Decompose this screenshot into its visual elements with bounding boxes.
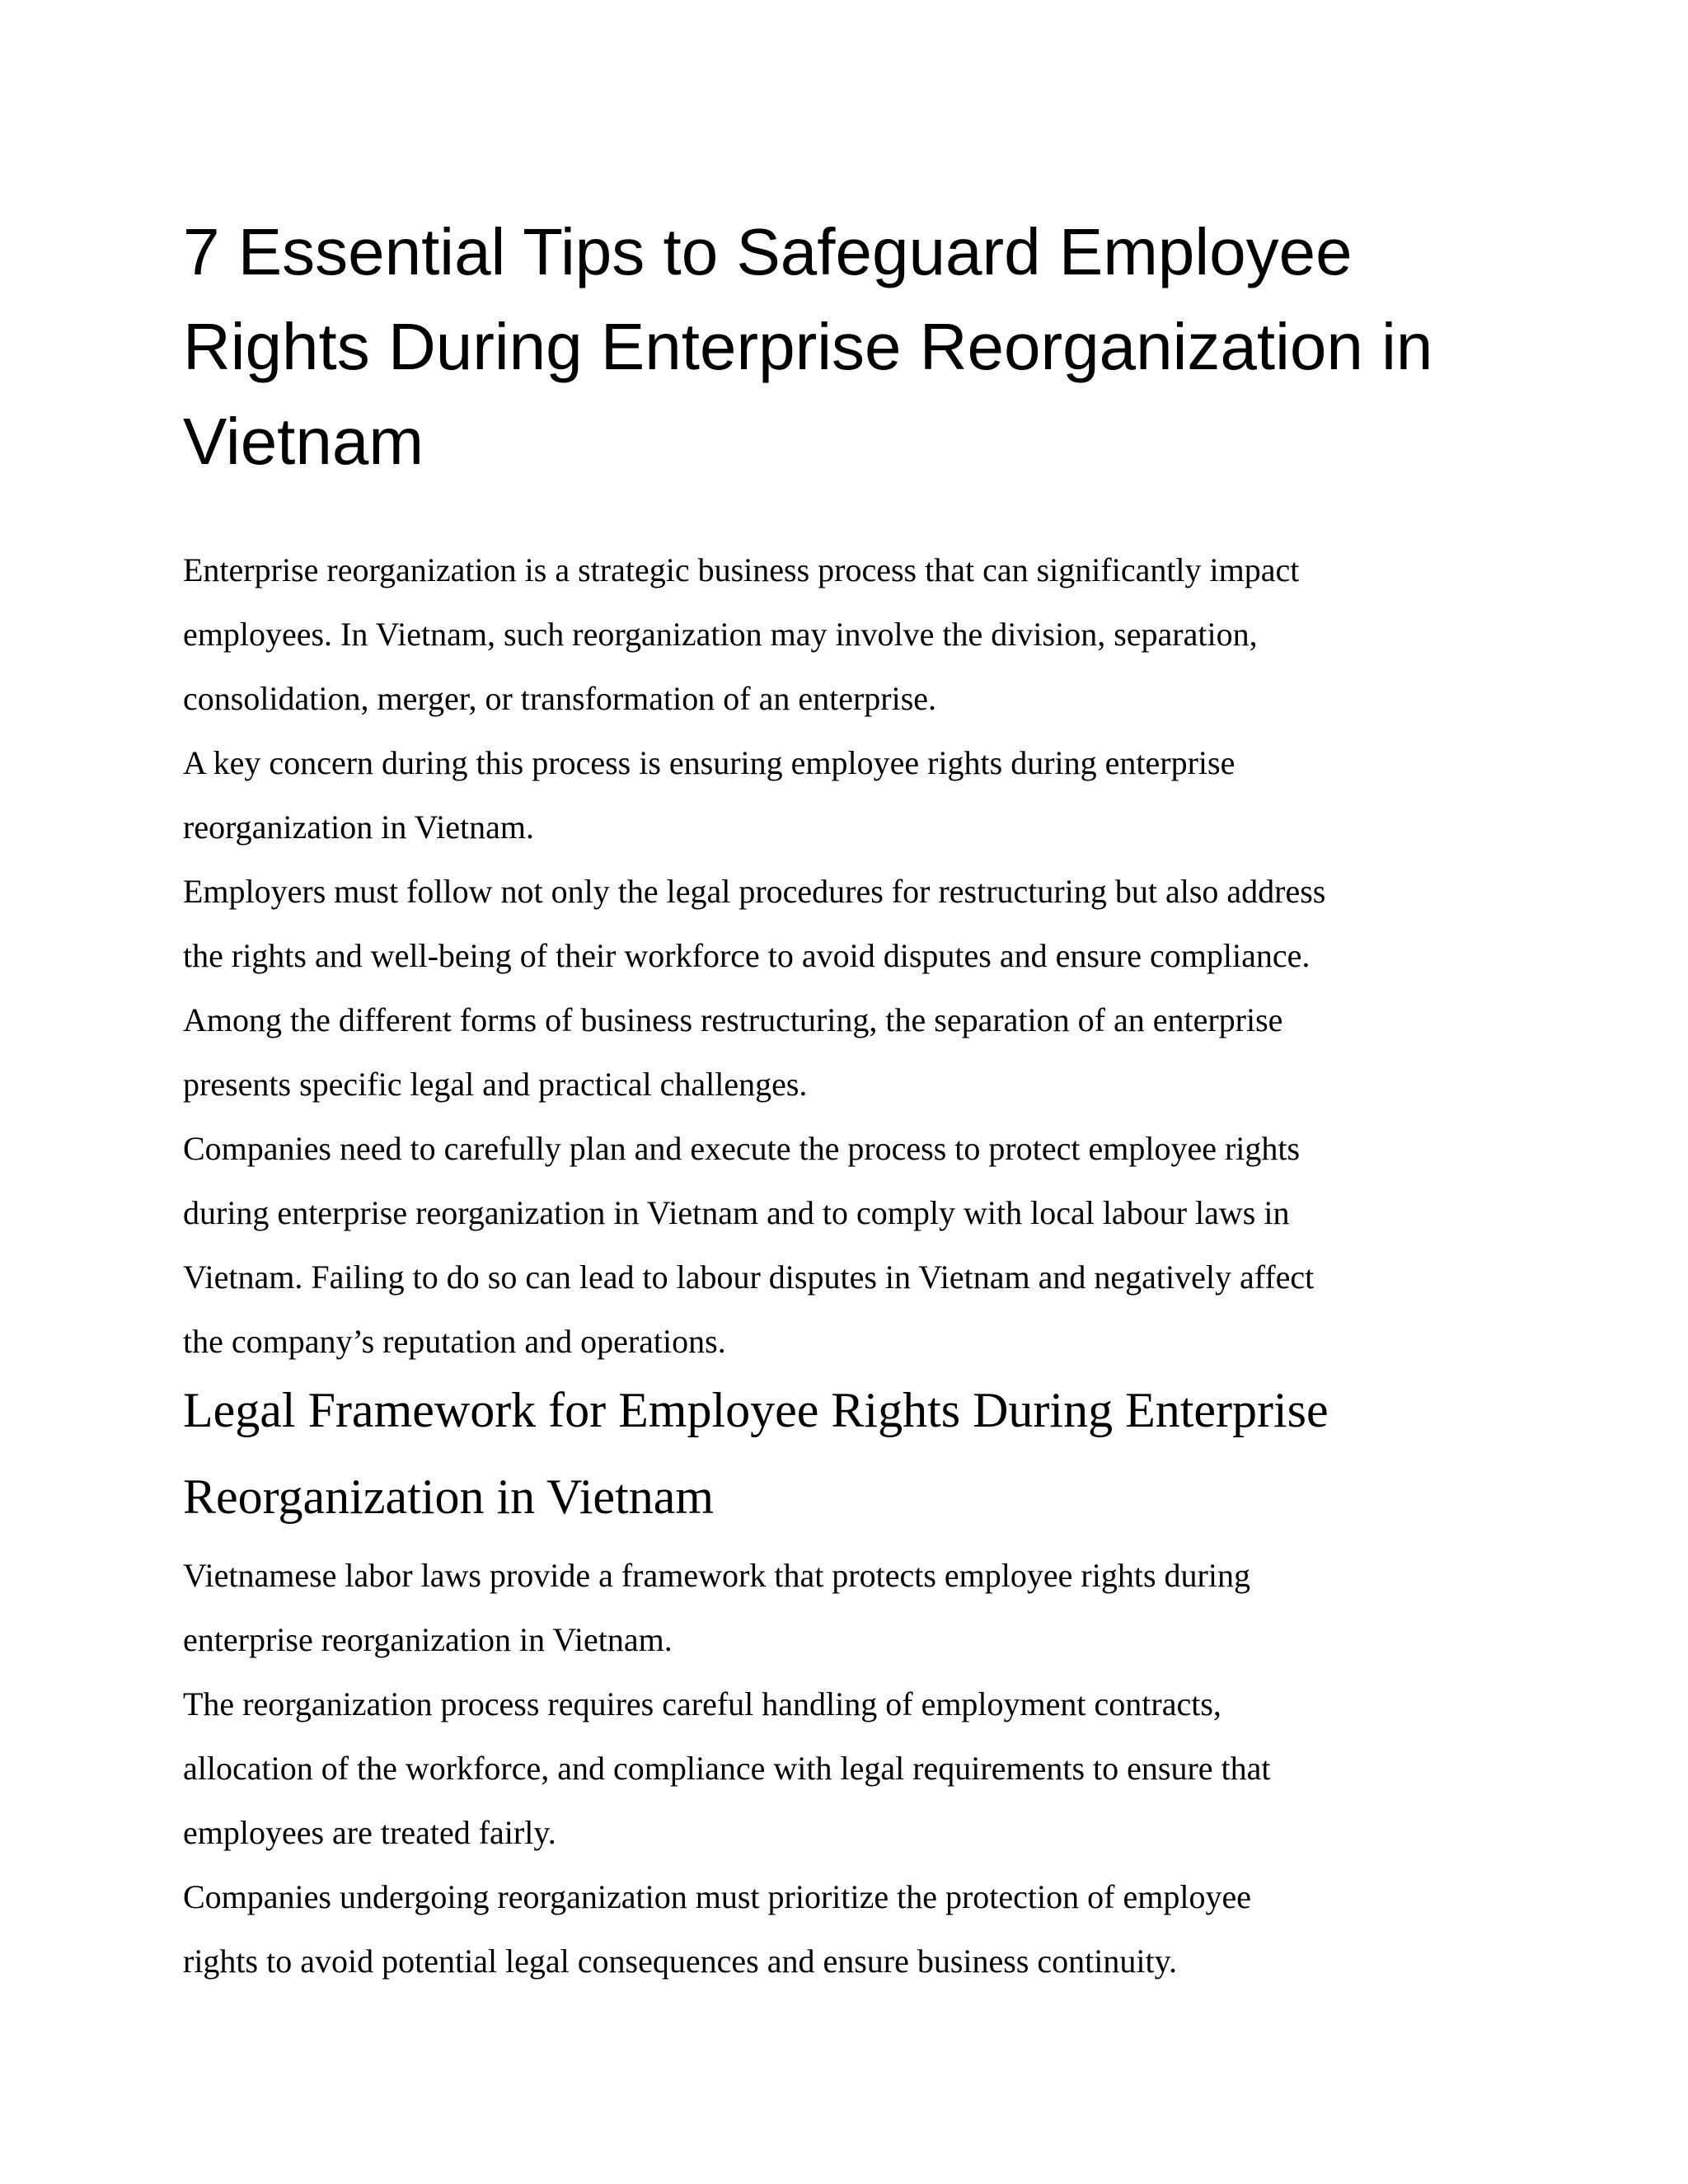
text-line: employees are treated fairly.: [183, 1814, 556, 1851]
text-line: Vietnam. Failing to do so can lead to labour disputes in Vietnam and negatively affect: [183, 1258, 1315, 1296]
text-line: consolidation, merger, or transformation of an enterprise.: [183, 680, 937, 717]
intro-text: [183, 538, 1325, 1374]
heading-line: Legal Framework for Employee Rights During Enterprise: [183, 1383, 1329, 1437]
text-line: Companies undergoing reorganization must prioritize the protection of employee: [183, 1878, 1251, 1915]
text-line: employees. In Vietnam, such reorganization may involve the division, separation,: [183, 616, 1258, 653]
heading-line: Reorganization in Vietnam: [183, 1469, 715, 1524]
text-line: enterprise reorganization in Vietnam.: [183, 1621, 673, 1658]
section-heading: [183, 1367, 1329, 1540]
text-line: The reorganization process requires careful handling of employment contracts,: [183, 1685, 1221, 1722]
text-line: the company’s reputation and operations.: [183, 1323, 726, 1360]
document-title: [183, 204, 1432, 489]
text-line: reorganization in Vietnam.: [183, 808, 534, 846]
text-line: presents specific legal and practical challenges.: [183, 1066, 808, 1103]
section-text: [183, 1544, 1271, 1994]
text-line: A key concern during this process is ensuring employee rights during enterprise: [183, 744, 1236, 781]
text-line: Enterprise reorganization is a strategic business process that can significantly impact: [183, 551, 1300, 588]
title-line: Rights During Enterprise Reorganization in: [183, 310, 1433, 383]
text-line: Employers must follow not only the legal procedures for restructuring but also address: [183, 873, 1326, 910]
text-line: the rights and well-being of their workforce to avoid disputes and ensure compliance.: [183, 937, 1311, 974]
text-line: during enterprise reorganization in Vietnam and to comply with local labour laws in: [183, 1194, 1290, 1231]
text-line: Among the different forms of business restructuring, the separation of an enterprise: [183, 1001, 1283, 1038]
title-line: 7 Essential Tips to Safeguard Employee: [183, 215, 1353, 288]
text-line: Vietnamese labor laws provide a framework that protects employee rights during: [183, 1557, 1250, 1594]
text-line: rights to avoid potential legal consequences and ensure business continuity.: [183, 1943, 1178, 1980]
text-line: allocation of the workforce, and compliance with legal requirements to ensure that: [183, 1750, 1271, 1787]
text-line: Companies need to carefully plan and execute the process to protect employee rights: [183, 1130, 1301, 1167]
title-line: Vietnam: [183, 405, 424, 478]
